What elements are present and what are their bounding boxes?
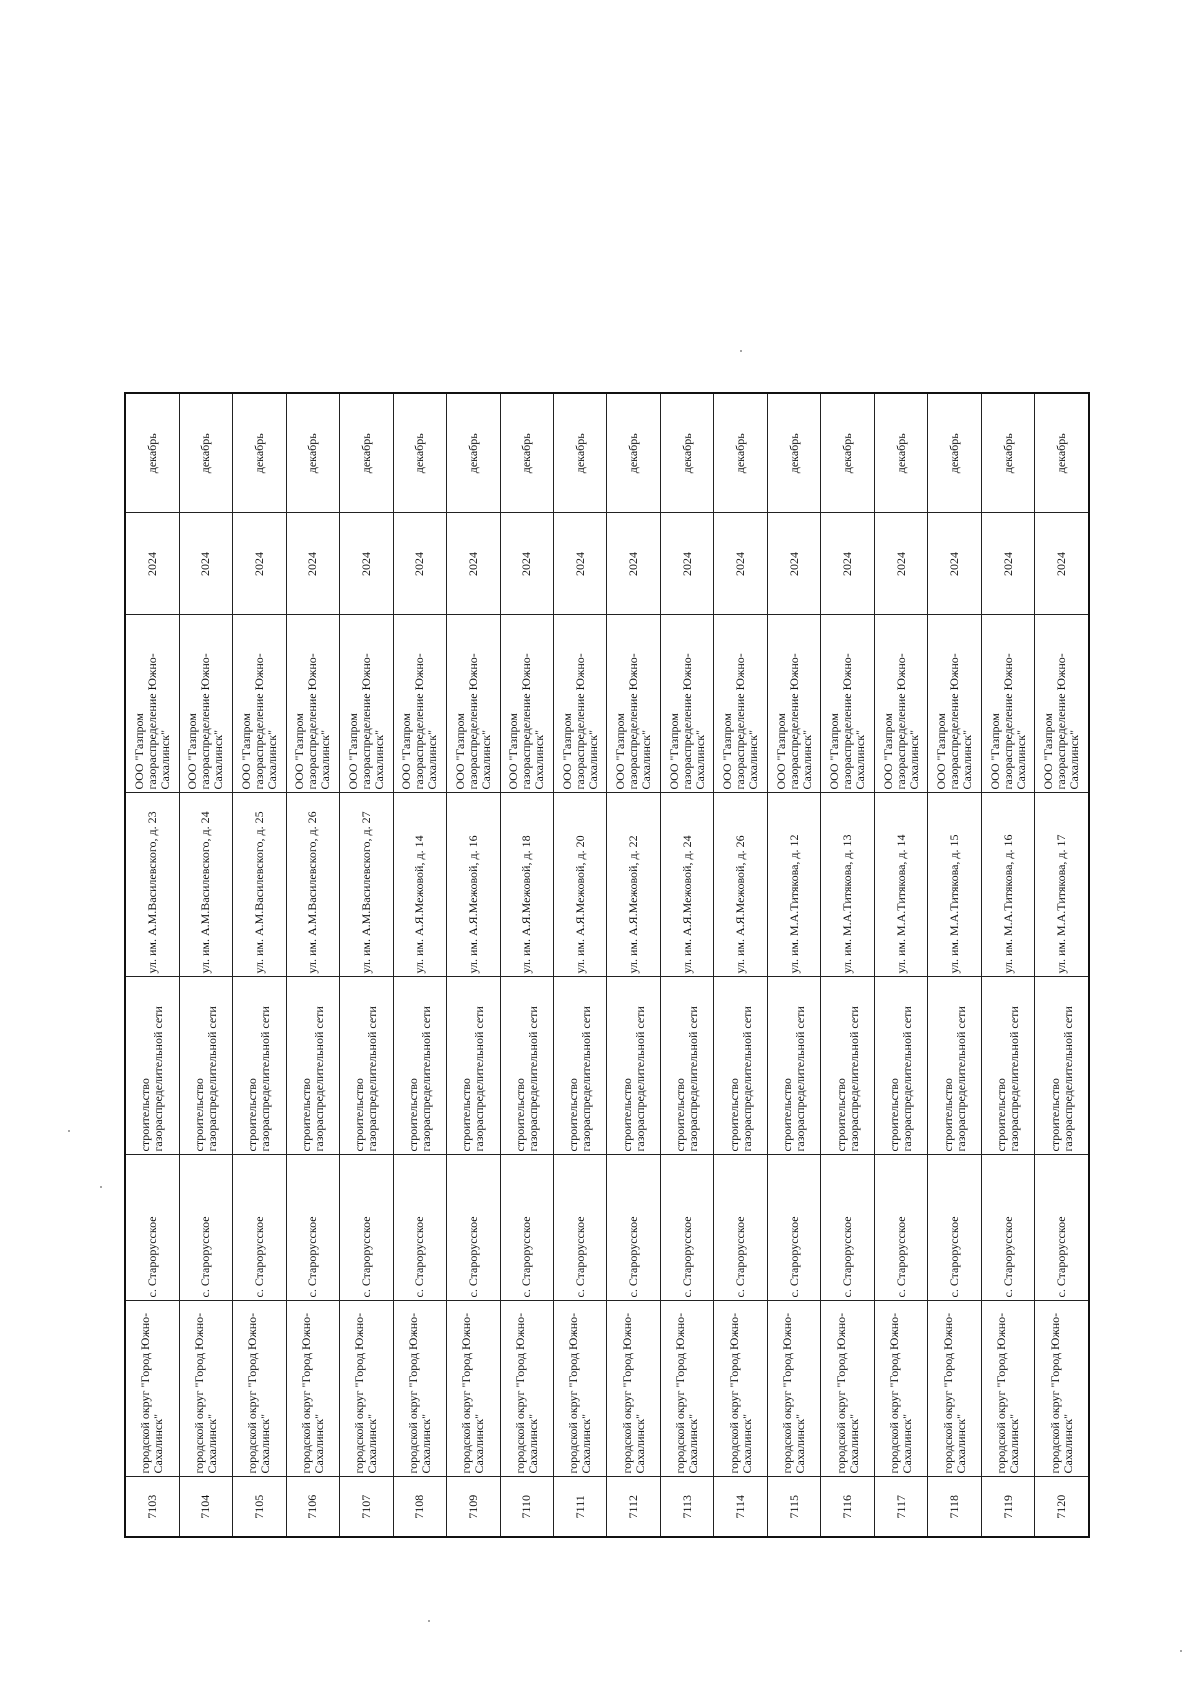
cell-year: 2024: [607, 513, 660, 615]
cell-municipality: городской округ "Город Южно-Сахалинск": [660, 1301, 713, 1477]
table-row: [767, 393, 820, 1537]
cell-address: ул. им. А.Я.Межовой, д. 16: [447, 793, 500, 977]
table-row: [1035, 393, 1089, 1537]
cell-id: 7117: [874, 1477, 927, 1537]
rotated-page-content: [124, 394, 1090, 1538]
cell-address: ул. им. А.Я.Межовой, д. 18: [500, 793, 553, 977]
cell-work: строительство газораспределительной сети: [874, 977, 927, 1155]
cell-id: 7104: [179, 1477, 232, 1537]
cell-settlement: с. Старорусское: [928, 1155, 981, 1301]
table-row: [928, 393, 981, 1537]
table-row: [660, 393, 713, 1537]
cell-settlement: с. Старорусское: [714, 1155, 767, 1301]
table-row: [179, 393, 232, 1537]
cell-year: 2024: [821, 513, 874, 615]
cell-id: 7106: [286, 1477, 339, 1537]
cell-municipality: городской округ "Город Южно-Сахалинск": [340, 1301, 393, 1477]
cell-operator: ООО "Газпром газораспределение Южно-Сахалинск": [767, 615, 820, 793]
cell-work: строительство газораспределительной сети: [767, 977, 820, 1155]
cell-year: 2024: [286, 513, 339, 615]
cell-operator: ООО "Газпром газораспределение Южно-Сахалинск": [447, 615, 500, 793]
cell-settlement: с. Старорусское: [179, 1155, 232, 1301]
cell-settlement: с. Старорусское: [607, 1155, 660, 1301]
cell-id: 7105: [233, 1477, 286, 1537]
cell-municipality: городской округ "Город Южно-Сахалинск": [179, 1301, 232, 1477]
cell-address: ул. им. А.М.Василевского, д. 23: [125, 793, 179, 977]
cell-work: строительство газораспределительной сети: [554, 977, 607, 1155]
scan-speck: [1180, 1650, 1182, 1652]
cell-month: декабрь: [714, 393, 767, 513]
cell-month: декабрь: [447, 393, 500, 513]
table-row: [233, 393, 286, 1537]
cell-month: декабрь: [767, 393, 820, 513]
cell-year: 2024: [660, 513, 713, 615]
cell-year: 2024: [714, 513, 767, 615]
table-row: [554, 393, 607, 1537]
cell-municipality: городской округ "Город Южно-Сахалинск": [874, 1301, 927, 1477]
cell-month: декабрь: [179, 393, 232, 513]
scan-speck: [740, 350, 742, 352]
cell-address: ул. им. М.А.Титякова, д. 17: [1035, 793, 1089, 977]
cell-id: 7111: [554, 1477, 607, 1537]
cell-operator: ООО "Газпром газораспределение Южно-Сахалинск": [981, 615, 1034, 793]
cell-month: декабрь: [821, 393, 874, 513]
cell-month: декабрь: [607, 393, 660, 513]
cell-operator: ООО "Газпром газораспределение Южно-Сахалинск": [714, 615, 767, 793]
table-row: [393, 393, 446, 1537]
cell-operator: ООО "Газпром газораспределение Южно-Сахалинск": [874, 615, 927, 793]
cell-month: декабрь: [286, 393, 339, 513]
cell-operator: ООО "Газпром газораспределение Южно-Сахалинск": [393, 615, 446, 793]
cell-address: ул. им. М.А.Титякова, д. 16: [981, 793, 1034, 977]
cell-operator: ООО "Газпром газораспределение Южно-Сахалинск": [660, 615, 713, 793]
table-row: [447, 393, 500, 1537]
cell-id: 7110: [500, 1477, 553, 1537]
cell-work: строительство газораспределительной сети: [928, 977, 981, 1155]
table-row: [340, 393, 393, 1537]
cell-work: строительство газораспределительной сети: [393, 977, 446, 1155]
cell-address: ул. им. А.М.Василевского, д. 24: [179, 793, 232, 977]
cell-id: 7114: [714, 1477, 767, 1537]
cell-year: 2024: [447, 513, 500, 615]
cell-month: декабрь: [125, 393, 179, 513]
cell-address: ул. им. М.А.Титякова, д. 14: [874, 793, 927, 977]
cell-work: строительство газораспределительной сети: [125, 977, 179, 1155]
table-row: [714, 393, 767, 1537]
table-row: [125, 393, 179, 1537]
cell-work: строительство газораспределительной сети: [500, 977, 553, 1155]
cell-id: 7107: [340, 1477, 393, 1537]
cell-id: 7118: [928, 1477, 981, 1537]
cell-id: 7113: [660, 1477, 713, 1537]
cell-municipality: городской округ "Город Южно-Сахалинск": [554, 1301, 607, 1477]
cell-municipality: городской округ "Город Южно-Сахалинск": [714, 1301, 767, 1477]
cell-month: декабрь: [340, 393, 393, 513]
cell-settlement: с. Старорусское: [981, 1155, 1034, 1301]
cell-operator: ООО "Газпром газораспределение Южно-Сахалинск": [233, 615, 286, 793]
cell-work: строительство газораспределительной сети: [179, 977, 232, 1155]
cell-address: ул. им. А.М.Василевского, д. 25: [233, 793, 286, 977]
cell-month: декабрь: [500, 393, 553, 513]
cell-month: декабрь: [393, 393, 446, 513]
cell-operator: ООО "Газпром газораспределение Южно-Сахалинск": [607, 615, 660, 793]
cell-settlement: с. Старорусское: [821, 1155, 874, 1301]
table-row: [286, 393, 339, 1537]
cell-address: ул. им. А.Я.Межовой, д. 24: [660, 793, 713, 977]
cell-address: ул. им. А.М.Василевского, д. 27: [340, 793, 393, 977]
cell-address: ул. им. А.Я.Межовой, д. 14: [393, 793, 446, 977]
scan-speck: [428, 1620, 430, 1622]
cell-settlement: с. Старорусское: [233, 1155, 286, 1301]
cell-year: 2024: [125, 513, 179, 615]
cell-id: 7112: [607, 1477, 660, 1537]
cell-operator: ООО "Газпром газораспределение Южно-Сахалинск": [179, 615, 232, 793]
cell-work: строительство газораспределительной сети: [981, 977, 1034, 1155]
cell-settlement: с. Старорусское: [554, 1155, 607, 1301]
cell-work: строительство газораспределительной сети: [607, 977, 660, 1155]
cell-work: строительство газораспределительной сети: [1035, 977, 1089, 1155]
cell-month: декабрь: [1035, 393, 1089, 513]
table-row: [874, 393, 927, 1537]
cell-work: строительство газораспределительной сети: [821, 977, 874, 1155]
cell-month: декабрь: [928, 393, 981, 513]
cell-operator: ООО "Газпром газораспределение Южно-Сахалинск": [340, 615, 393, 793]
cell-operator: ООО "Газпром газораспределение Южно-Сахалинск": [554, 615, 607, 793]
cell-operator: ООО "Газпром газораспределение Южно-Сахалинск": [125, 615, 179, 793]
table-row: [821, 393, 874, 1537]
cell-month: декабрь: [554, 393, 607, 513]
cell-operator: ООО "Газпром газораспределение Южно-Сахалинск": [928, 615, 981, 793]
cell-settlement: с. Старорусское: [874, 1155, 927, 1301]
gas-network-schedule-table: [124, 392, 1090, 1538]
table-row: [500, 393, 553, 1537]
cell-municipality: городской округ "Город Южно-Сахалинск": [767, 1301, 820, 1477]
cell-year: 2024: [981, 513, 1034, 615]
cell-settlement: с. Старорусское: [125, 1155, 179, 1301]
cell-address: ул. им. А.Я.Межовой, д. 22: [607, 793, 660, 977]
cell-address: ул. им. М.А.Титякова, д. 15: [928, 793, 981, 977]
cell-year: 2024: [928, 513, 981, 615]
cell-settlement: с. Старорусское: [767, 1155, 820, 1301]
scan-speck: [100, 1186, 102, 1188]
cell-work: строительство газораспределительной сети: [286, 977, 339, 1155]
cell-municipality: городской округ "Город Южно-Сахалинск": [286, 1301, 339, 1477]
cell-municipality: городской округ "Город Южно-Сахалинск": [233, 1301, 286, 1477]
cell-address: ул. им. М.А.Титякова, д. 13: [821, 793, 874, 977]
cell-year: 2024: [393, 513, 446, 615]
cell-municipality: городской округ "Город Южно-Сахалинск": [393, 1301, 446, 1477]
cell-id: 7103: [125, 1477, 179, 1537]
cell-month: декабрь: [233, 393, 286, 513]
scan-speck: [68, 1130, 70, 1132]
cell-municipality: городской округ "Город Южно-Сахалинск": [500, 1301, 553, 1477]
cell-work: строительство газораспределительной сети: [714, 977, 767, 1155]
cell-year: 2024: [233, 513, 286, 615]
cell-municipality: городской округ "Город Южно-Сахалинск": [981, 1301, 1034, 1477]
cell-work: строительство газораспределительной сети: [340, 977, 393, 1155]
cell-work: строительство газораспределительной сети: [233, 977, 286, 1155]
cell-settlement: с. Старорусское: [447, 1155, 500, 1301]
cell-operator: ООО "Газпром газораспределение Южно-Сахалинск": [1035, 615, 1089, 793]
cell-municipality: городской округ "Город Южно-Сахалинск": [928, 1301, 981, 1477]
cell-year: 2024: [554, 513, 607, 615]
cell-year: 2024: [874, 513, 927, 615]
cell-municipality: городской округ "Город Южно-Сахалинск": [821, 1301, 874, 1477]
cell-address: ул. им. А.Я.Межовой, д. 26: [714, 793, 767, 977]
cell-year: 2024: [767, 513, 820, 615]
cell-address: ул. им. М.А.Титякова, д. 12: [767, 793, 820, 977]
cell-municipality: городской округ "Город Южно-Сахалинск": [447, 1301, 500, 1477]
cell-id: 7109: [447, 1477, 500, 1537]
cell-work: строительство газораспределительной сети: [447, 977, 500, 1155]
cell-year: 2024: [340, 513, 393, 615]
cell-id: 7108: [393, 1477, 446, 1537]
table-row: [607, 393, 660, 1537]
cell-month: декабрь: [874, 393, 927, 513]
cell-id: 7120: [1035, 1477, 1089, 1537]
cell-settlement: с. Старорусское: [286, 1155, 339, 1301]
cell-operator: ООО "Газпром газораспределение Южно-Сахалинск": [286, 615, 339, 793]
cell-address: ул. им. А.Я.Межовой, д. 20: [554, 793, 607, 977]
cell-settlement: с. Старорусское: [340, 1155, 393, 1301]
cell-year: 2024: [500, 513, 553, 615]
cell-municipality: городской округ "Город Южно-Сахалинск": [607, 1301, 660, 1477]
cell-address: ул. им. А.М.Василевского, д. 26: [286, 793, 339, 977]
cell-month: декабрь: [981, 393, 1034, 513]
cell-settlement: с. Старорусское: [1035, 1155, 1089, 1301]
cell-work: строительство газораспределительной сети: [660, 977, 713, 1155]
table-row: [981, 393, 1034, 1537]
cell-year: 2024: [179, 513, 232, 615]
cell-settlement: с. Старорусское: [393, 1155, 446, 1301]
cell-id: 7119: [981, 1477, 1034, 1537]
cell-municipality: городской округ "Город Южно-Сахалинск": [125, 1301, 179, 1477]
cell-id: 7115: [767, 1477, 820, 1537]
cell-municipality: городской округ "Город Южно-Сахалинск": [1035, 1301, 1089, 1477]
cell-month: декабрь: [660, 393, 713, 513]
cell-operator: ООО "Газпром газораспределение Южно-Сахалинск": [821, 615, 874, 793]
cell-settlement: с. Старорусское: [500, 1155, 553, 1301]
cell-year: 2024: [1035, 513, 1089, 615]
cell-settlement: с. Старорусское: [660, 1155, 713, 1301]
cell-operator: ООО "Газпром газораспределение Южно-Сахалинск": [500, 615, 553, 793]
cell-id: 7116: [821, 1477, 874, 1537]
table-body: [125, 393, 1089, 1537]
